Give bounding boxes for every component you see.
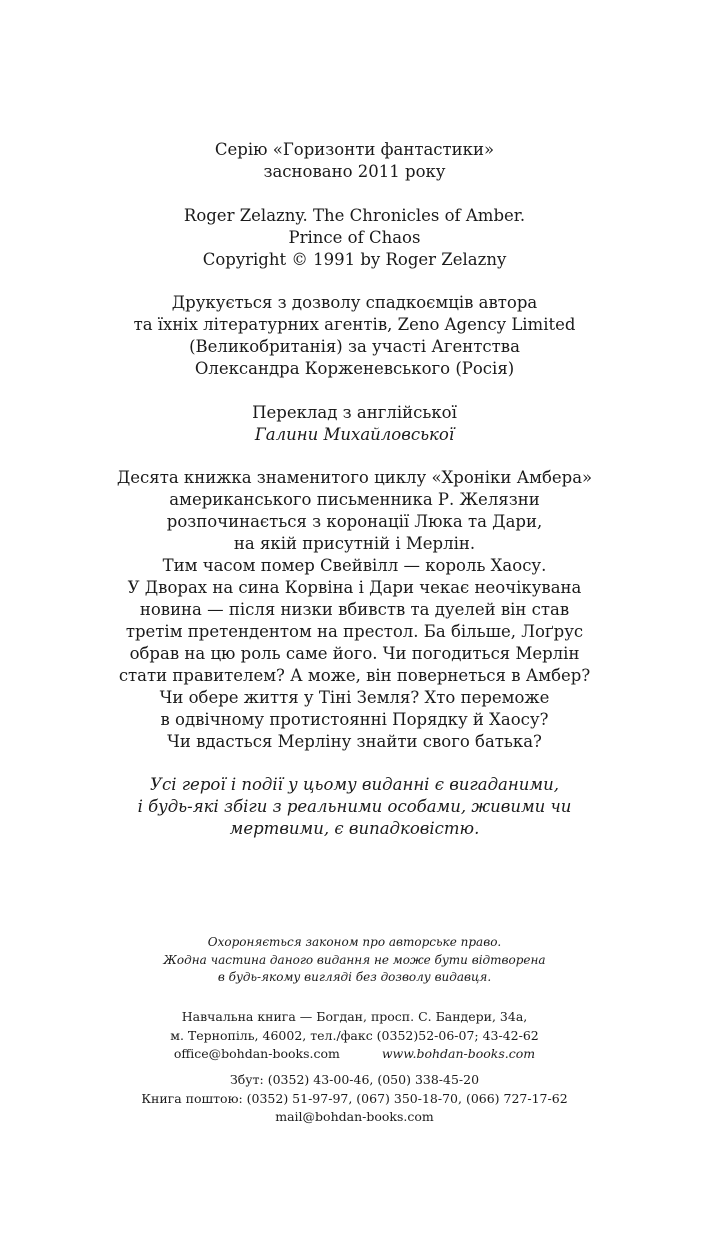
publisher-contacts [0,1045,709,1064]
annotation-line: У Дворах на сина Корвіна і Дари чекає неочікувана [127,578,582,597]
publisher-address-line-2: м. Тернопіль, 46002, тел./факс (0352)52-06-07; 43-42-62 [170,1027,539,1043]
copyright-notice-line: в будь-якому вигляді без дозволу видавця. [217,970,492,984]
copyright-notice-line: Жодна частина даного видання не може бути відтворена [163,952,546,967]
annotation-line: стати правителем? А може, він повернеться в Амбер? [118,666,591,685]
sales-line-2: Книга поштою: (0352) 51-97-97, (067) 350-18-70, (066) 727-17-62 [141,1090,568,1106]
annotation-line: Тим часом помер Свейвілл — король Хаосу. [162,556,547,575]
copyright-notice-block [0,934,709,987]
annotation-line: на якій присутній і Мерлін. [233,534,476,553]
annotation-line: розпочинається з коронації Люка та Дари, [166,512,543,531]
annotation-line: новина — після низки вбивств та дуелей він став [139,600,570,619]
annotation-line: Чи обере життя у Тіні Земля? Хто переможе [159,688,550,707]
sales-block [0,1071,709,1127]
annotation-block [0,467,709,753]
permission-line-2: та їхніх літературних агентів, Zeno Agency Limited [133,315,576,334]
permission-line-3: (Великобританія) за участі Агентства [189,337,520,356]
publisher-address-line-1: Навчальна книга — Богдан, просп. С. Бандери, 34а, [181,1009,528,1024]
translator-name: Галини Михайловської [254,425,455,444]
permission-line-1: Друкується з дозволу спадкоємців автора [171,293,538,312]
annotation-line: американського письменника Р. Желязни [169,490,540,509]
original-line-2: Prince of Chaos [288,228,421,247]
publisher-block [0,1008,709,1064]
disclaimer-line: і будь-які збіги з реальними особами, живими чи [137,797,572,816]
permission-line-4: Олександра Корженевського (Росія) [194,359,515,378]
original-copyright-block [0,205,709,271]
sales-email-link[interactable]: mail@bohdan-books.com [275,1109,434,1124]
publisher-website-link[interactable]: www.bohdan-books.com [381,1046,536,1061]
annotation-line: третім претендентом на престол. Ба більше, Лоґрус [125,622,584,641]
annotation-line: обрав на цю роль саме його. Чи погодиться Мерлін [129,644,580,663]
copyright-notice-line: Охороняється законом про авторське право. [207,935,502,949]
original-line-1: Roger Zelazny. The Chronicles of Amber. [183,206,526,225]
sales-line-1: Збут: (0352) 43-00-46, (050) 338-45-20 [229,1072,480,1087]
annotation-line: в одвічному протистоянні Порядку й Хаосу? [160,710,549,729]
series-line-1: Серію «Горизонти фантастики» [214,140,495,159]
series-line-2: засновано 2011 року [263,162,446,181]
disclaimer-block [0,774,709,840]
publisher-email-link[interactable]: office@bohdan-books.com [173,1046,340,1061]
permission-block [0,292,709,380]
translation-block [0,402,709,446]
annotation-line: Чи вдасться Мерліну знайти свого батька? [167,732,542,751]
annotation-line: Десята книжка знаменитого циклу «Хроніки Амбера» [116,468,593,487]
translation-line: Переклад з англійської [252,403,457,422]
original-line-3: Copyright © 1991 by Roger Zelazny [202,250,507,269]
disclaimer-line: Усі герої і події у цьому виданні є вигаданими, [150,775,559,794]
series-block [0,139,709,183]
disclaimer-line: мертвими, є випадковістю. [229,819,480,838]
